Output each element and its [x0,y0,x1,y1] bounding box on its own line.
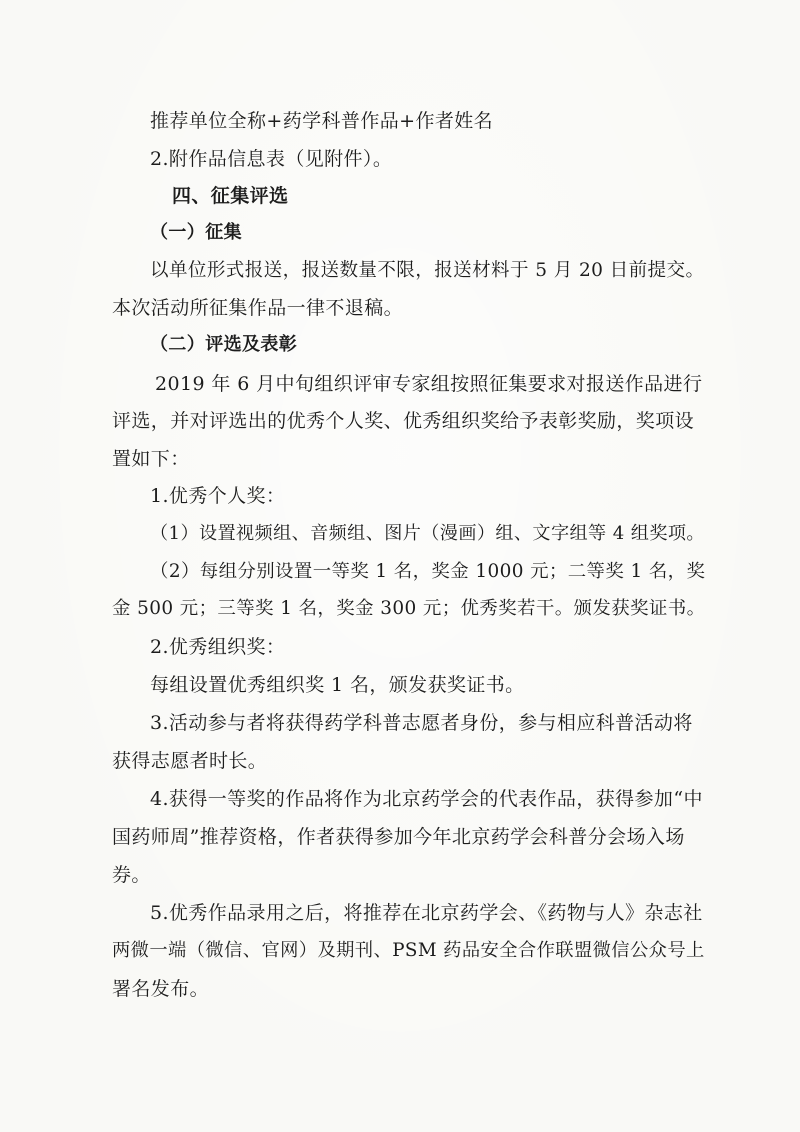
subsection-heading: （一）征集 [150,222,242,243]
text-line: 2019 年 6 月中旬组织评审专家组按照征集要求对报送作品进行 [155,373,703,395]
text-line: 国药师周”推荐资格，作者获得参加今年北京药学会科普分会场入场 [112,826,685,848]
text-line: 署名发布。 [112,978,210,1000]
text-line: 2.优秀组织奖： [150,636,286,658]
text-line: 1.优秀个人奖： [150,485,286,507]
subsection-heading: （二）评选及表彰 [150,334,298,355]
text-line: 获得志愿者时长。 [112,750,268,772]
text-line: 3.活动参与者将获得药学科普志愿者身份，参与相应科普活动将 [150,712,693,734]
section-heading: 四、征集评选 [172,185,289,207]
text-line: 推荐单位全称+药学科普作品+作者姓名 [150,110,494,132]
text-line: 券。 [112,864,151,886]
text-line: 每组设置优秀组织奖 1 名，颁发获奖证书。 [150,674,525,696]
text-line: 4.获得一等奖的作品将作为北京药学会的代表作品，获得参加“中 [150,788,703,810]
text-line: 置如下： [112,448,190,470]
text-line: 金 500 元；三等奖 1 名，奖金 300 元；优秀奖若干。颁发获奖证书。 [112,598,706,619]
text-line: 评选，并对评选出的优秀个人奖、优秀组织奖给予表彰奖励，奖项设 [112,410,695,432]
text-line: （2）每组分别设置一等奖 1 名，奖金 1000 元；二等奖 1 名，奖 [150,561,706,582]
text-line: 本次活动所征集作品一律不退稿。 [112,297,404,319]
text-line: 2.附作品信息表（见附件）。 [150,148,393,170]
text-line: 两微一端（微信、官网）及期刊、PSM 药品安全合作联盟微信公众号上 [112,940,705,961]
text-line: 以单位形式报送，报送数量不限，报送材料于 5 月 20 日前提交。 [150,260,705,281]
text-line: （1）设置视频组、音频组、图片（漫画）组、文字组等 4 组奖项。 [150,523,705,544]
text-line: 5.优秀作品录用之后，将推荐在北京药学会、《药物与人》杂志社 [150,902,703,924]
